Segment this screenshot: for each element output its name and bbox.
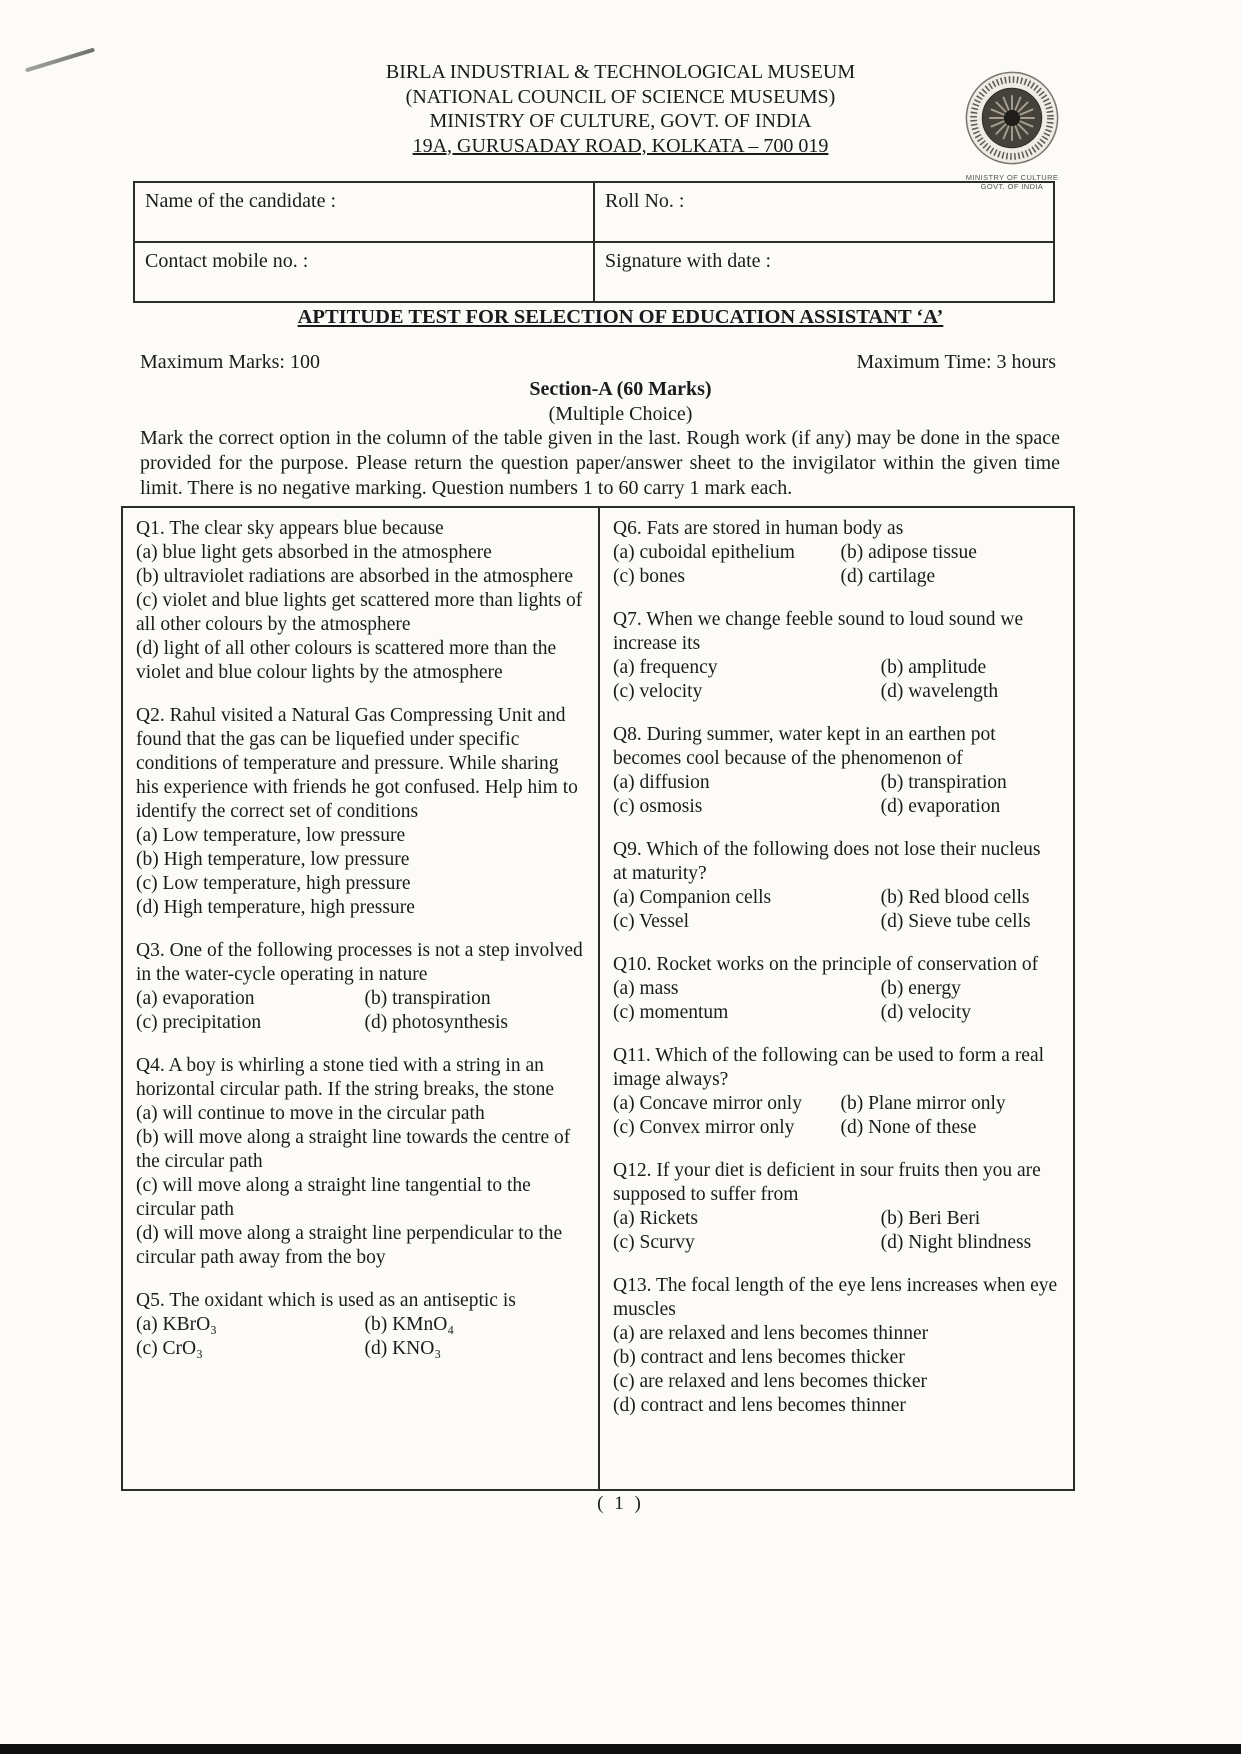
- question-stem: Q10. Rocket works on the principle of conservation of: [613, 954, 1039, 975]
- institution-name: BIRLA INDUSTRIAL & TECHNOLOGICAL MUSEUM: [385, 61, 856, 83]
- question-option: (c) precipitation: [136, 1012, 262, 1033]
- signature-field-cell: [594, 242, 1054, 302]
- marks-time-row: [140, 351, 1056, 374]
- question-stem: Q5. The oxidant which is used as an antiseptic is: [136, 1290, 516, 1311]
- question-option: (a) Companion cells: [613, 887, 772, 908]
- roll-field-label: Roll No. :: [605, 190, 685, 212]
- question-4: [136, 1054, 584, 1270]
- question-stem: Q13. The focal length of the eye lens increases when eye muscles: [613, 1275, 1058, 1320]
- question-option: (b) adipose tissue: [840, 542, 977, 563]
- question-option: (c) bones: [613, 566, 686, 587]
- question-option: (d) cartilage: [840, 566, 936, 587]
- question-6: [613, 517, 1059, 589]
- question-option: (c) CrO₃: [136, 1338, 203, 1359]
- question-option: (c) Low temperature, high pressure: [136, 873, 411, 894]
- maximum-time: Maximum Time: 3 hours: [856, 351, 1056, 373]
- question-option: (d) contract and lens becomes thinner: [613, 1395, 906, 1416]
- question-stem: Q4. A boy is whirling a stone tied with a string in an horizontal circular path. If the string breaks, the stone: [136, 1055, 555, 1100]
- question-stem: Q6. Fats are stored in human body as: [613, 518, 904, 539]
- question-option: (b) Beri Beri: [880, 1208, 981, 1229]
- question-option: (c) are relaxed and lens becomes thicker: [613, 1371, 927, 1392]
- question-option: (b) contract and lens becomes thicker: [613, 1347, 905, 1368]
- maximum-marks: Maximum Marks: 100: [140, 351, 320, 373]
- question-5: [136, 1289, 584, 1361]
- question-option: (b) High temperature, low pressure: [136, 849, 410, 870]
- question-stem: Q9. Which of the following does not lose their nucleus at maturity?: [613, 839, 1041, 884]
- question-column-right: [600, 508, 1073, 1489]
- question-stem: Q11. Which of the following can be used to form a real image always?: [613, 1045, 1045, 1090]
- question-2: [136, 704, 584, 920]
- question-option: (c) Vessel: [613, 911, 689, 932]
- question-option: (a) evaporation: [136, 988, 255, 1009]
- question-3: [136, 939, 584, 1035]
- question-option: (d) High temperature, high pressure: [136, 897, 415, 918]
- question-option: (b) energy: [880, 978, 961, 999]
- question-option: (c) Convex mirror only: [613, 1117, 795, 1138]
- question-option: (c) Scurvy: [613, 1232, 695, 1253]
- question-stem: Q1. The clear sky appears blue because: [136, 518, 444, 539]
- museum-logo: [956, 70, 1068, 191]
- roll-field-cell: [594, 182, 1054, 242]
- question-table: [121, 506, 1075, 1491]
- question-option: (a) Low temperature, low pressure: [136, 825, 406, 846]
- question-option: (a) diffusion: [613, 772, 710, 793]
- question-column-left: [123, 508, 600, 1489]
- mobile-field-label: Contact mobile no. :: [145, 250, 309, 272]
- question-10: [613, 953, 1059, 1025]
- question-option: (a) KBrO₃: [136, 1314, 217, 1335]
- exam-title-text: APTITUDE TEST FOR SELECTION OF EDUCATION ASSISTANT ‘A’: [297, 306, 944, 328]
- logo-caption-line2: GOVT. OF INDIA: [980, 182, 1044, 191]
- question-7: [613, 608, 1059, 704]
- question-stem: Q12. If your diet is deficient in sour fruits then you are supposed to suffer from: [613, 1160, 1041, 1205]
- signature-field-label: Signature with date :: [605, 250, 772, 272]
- question-option: (a) blue light gets absorbed in the atmosphere: [136, 542, 492, 563]
- question-option: (a) will continue to move in the circular path: [136, 1103, 485, 1124]
- question-stem: Q2. Rahul visited a Natural Gas Compressing Unit and found that the gas can be liquefied under specific conditions of temperature and pressure. While sharing his experience with friends he got confused. Help him to identify the correct set of conditions: [136, 705, 578, 822]
- name-field-cell: [134, 182, 594, 242]
- ministry-line: MINISTRY OF CULTURE, GOVT. OF INDIA: [429, 110, 812, 132]
- question-12: [613, 1159, 1059, 1255]
- page-number: ( 1 ): [597, 1493, 644, 1514]
- mobile-field-cell: [134, 242, 594, 302]
- question-option: (b) KMnO₄: [364, 1314, 455, 1335]
- section-heading: Section-A (60 Marks): [529, 378, 712, 400]
- question-option: (c) will move along a straight line tangential to the circular path: [136, 1175, 531, 1220]
- question-option: (d) KNO₃: [364, 1338, 442, 1359]
- question-stem: Q3. One of the following processes is not a step involved in the water-cycle operating in nature: [136, 940, 583, 985]
- council-name: (NATIONAL COUNCIL OF SCIENCE MUSEUMS): [405, 85, 836, 108]
- question-stem: Q7. When we change feeble sound to loud sound we increase its: [613, 609, 1024, 654]
- candidate-info-table: [133, 181, 1055, 303]
- question-option: (a) are relaxed and lens becomes thinner: [613, 1323, 929, 1344]
- question-option: (d) photosynthesis: [364, 1012, 509, 1033]
- question-option: (b) transpiration: [364, 988, 491, 1009]
- question-option: (b) amplitude: [880, 657, 987, 678]
- question-13: [613, 1274, 1059, 1418]
- question-option: (d) velocity: [880, 1002, 972, 1023]
- section-subheading: (Multiple Choice): [548, 403, 693, 425]
- question-option: (a) frequency: [613, 657, 718, 678]
- question-option: (d) wavelength: [880, 681, 999, 702]
- question-option: (b) ultraviolet radiations are absorbed in the atmosphere: [136, 566, 573, 587]
- question-option: (d) Sieve tube cells: [880, 911, 1031, 932]
- question-1: [136, 517, 584, 685]
- address-line: 19A, GURUSADAY ROAD, KOLKATA – 700 019: [412, 134, 829, 157]
- instructions-paragraph: Mark the correct option in the column of the table given in the last. Rough work (if any) may be done in the space provided for the purpose. Please return the question paper/answer sheet to the invigilator within the given time limit. There is no negative marking. Question numbers 1 to 60 carry 1 mark each.: [140, 427, 1060, 499]
- question-option: (d) evaporation: [880, 796, 1001, 817]
- question-option: (c) momentum: [613, 1002, 729, 1023]
- question-option: (c) velocity: [613, 681, 703, 702]
- question-option: (a) mass: [613, 978, 679, 999]
- question-option: (d) None of these: [840, 1117, 977, 1138]
- question-option: (b) will move along a straight line towards the centre of the circular path: [136, 1127, 571, 1172]
- exam-title: [0, 306, 1241, 329]
- question-option: (b) Plane mirror only: [840, 1093, 1006, 1114]
- question-option: (b) Red blood cells: [880, 887, 1030, 908]
- question-option: (c) violet and blue lights get scattered more than lights of all other colours by the atmosphere: [136, 590, 583, 635]
- question-option: (c) osmosis: [613, 796, 703, 817]
- question-8: [613, 723, 1059, 819]
- scan-edge-bar: [0, 1744, 1241, 1754]
- question-9: [613, 838, 1059, 934]
- emblem-wheel-icon: [964, 70, 1060, 166]
- question-option: (a) Concave mirror only: [613, 1093, 802, 1114]
- logo-caption-line1: MINISTRY OF CULTURE: [965, 173, 1059, 182]
- question-option: (a) cuboidal epithelium: [613, 542, 795, 563]
- name-field-label: Name of the candidate :: [145, 190, 337, 212]
- question-option: (d) Night blindness: [880, 1232, 1032, 1253]
- question-option: (d) light of all other colours is scattered more than the violet and blue colour lights by the atmosphere: [136, 638, 557, 683]
- question-option: (a) Rickets: [613, 1208, 699, 1229]
- question-stem: Q8. During summer, water kept in an earthen pot becomes cool because of the phenomenon of: [613, 724, 996, 769]
- question-option: (d) will move along a straight line perpendicular to the circular path away from the boy: [136, 1223, 563, 1268]
- question-11: [613, 1044, 1059, 1140]
- question-option: (b) transpiration: [880, 772, 1007, 793]
